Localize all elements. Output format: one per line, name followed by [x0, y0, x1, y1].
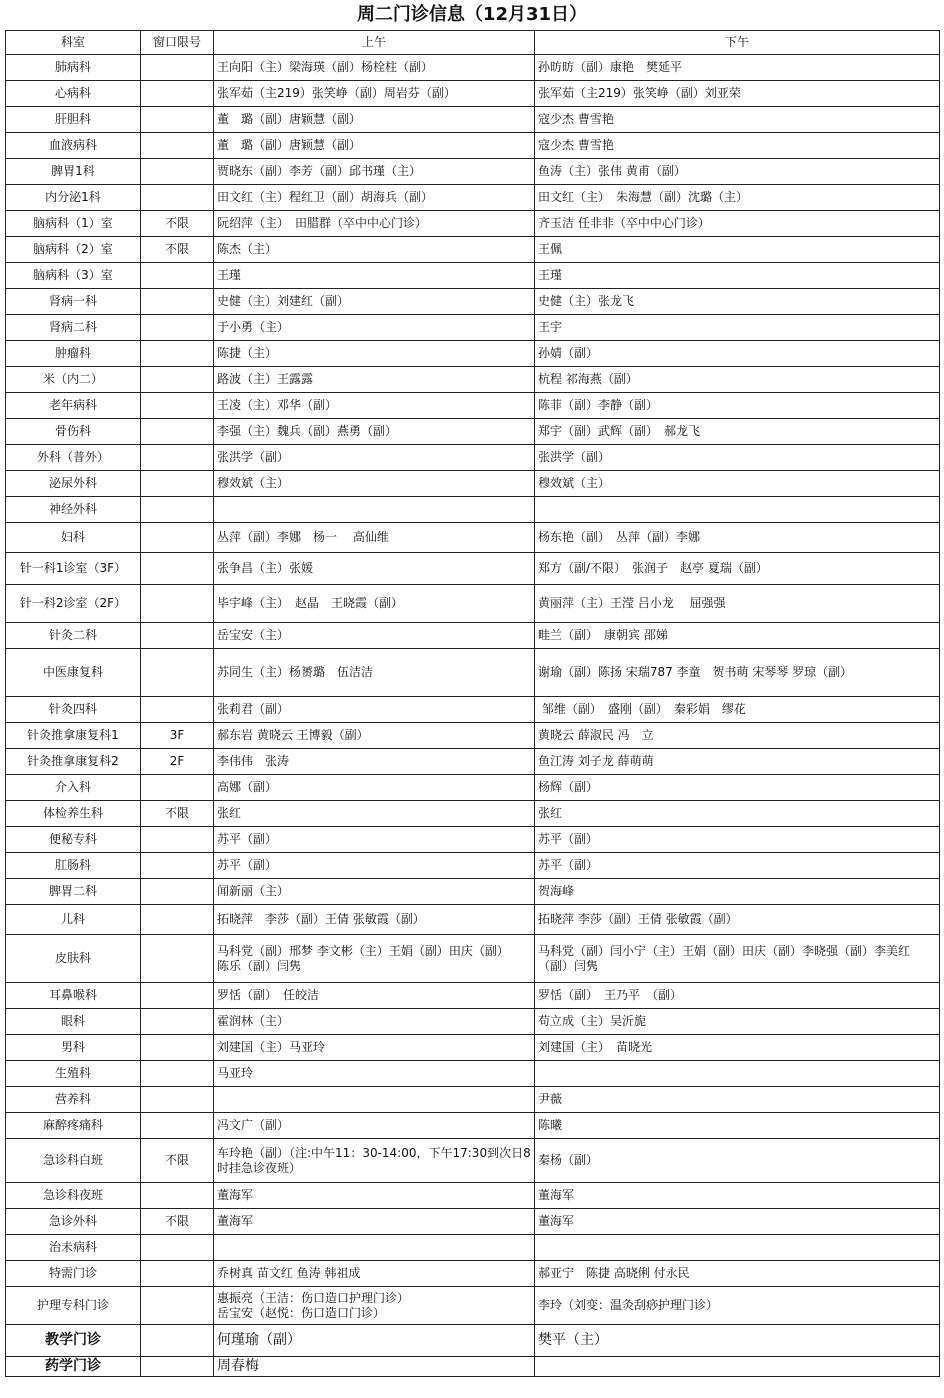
morning-doctors-cell: 李强（主）魏兵（副）燕勇（副） [214, 419, 535, 445]
window-limit-cell [141, 853, 214, 879]
table-row [6, 801, 940, 827]
window-limit-cell [141, 523, 214, 553]
afternoon-doctors-cell: 马科党（副）闫小宁（主）王娟（副）田庆（副）李晓强（副）李美红（副）闫隽 [535, 935, 940, 983]
morning-doctors-cell: 惠振亮（王洁：伤口造口护理门诊） 岳宝安（赵悦：伤口造口门诊） [214, 1287, 535, 1325]
department-cell: 肛肠科 [6, 853, 141, 879]
morning-doctors-cell: 丛萍（副）李娜 杨一 高仙维 [214, 523, 535, 553]
table-row [6, 1287, 940, 1325]
afternoon-doctors-cell: 孙婧（副） [535, 341, 940, 367]
table-row [6, 1087, 940, 1113]
afternoon-doctors-cell: 郑方（副/不限） 张润子 赵亭 夏瑞（副） [535, 553, 940, 585]
window-limit-cell: 不限 [141, 237, 214, 263]
afternoon-doctors-cell [535, 497, 940, 523]
window-limit-cell [141, 879, 214, 905]
morning-doctors-cell: 马亚玲 [214, 1061, 535, 1087]
morning-doctors-cell: 霍润林（主） [214, 1009, 535, 1035]
department-cell: 治未病科 [6, 1235, 141, 1261]
department-cell: 介入科 [6, 775, 141, 801]
window-limit-cell [141, 1325, 214, 1357]
department-cell: 肾病二科 [6, 315, 141, 341]
window-limit-cell [141, 935, 214, 983]
department-cell: 营养科 [6, 1087, 141, 1113]
afternoon-doctors-cell: 穆效斌（主） [535, 471, 940, 497]
table-row [6, 879, 940, 905]
department-cell: 米（内二） [6, 367, 141, 393]
table-row [6, 749, 940, 775]
afternoon-doctors-cell: 苏平（副） [535, 827, 940, 853]
department-cell: 针一科1诊室（3F） [6, 553, 141, 585]
morning-doctors-cell: 张洪学（副） [214, 445, 535, 471]
morning-doctors-cell: 罗恬（副） 任皎洁 [214, 983, 535, 1009]
table-row [6, 1035, 940, 1061]
table-row [6, 341, 940, 367]
department-cell: 内分泌1科 [6, 185, 141, 211]
table-row [6, 1139, 940, 1183]
morning-doctors-cell: 董 璐（副）唐颖慧（副） [214, 107, 535, 133]
window-limit-cell [141, 497, 214, 523]
department-cell: 便秘专科 [6, 827, 141, 853]
morning-doctors-cell [214, 1235, 535, 1261]
header-afternoon: 下午 [535, 31, 940, 55]
afternoon-doctors-cell: 张军茹（主219）张笑峥（副）刘亚荣 [535, 81, 940, 107]
header-row [6, 31, 940, 55]
table-row [6, 775, 940, 801]
window-limit-cell [141, 107, 214, 133]
window-limit-cell [141, 585, 214, 623]
table-row [6, 133, 940, 159]
department-cell: 体检养生科 [6, 801, 141, 827]
header-department: 科室 [6, 31, 141, 55]
department-cell: 脾胃1科 [6, 159, 141, 185]
morning-doctors-cell: 张莉君（副） [214, 697, 535, 723]
morning-doctors-cell: 陈杰（主） [214, 237, 535, 263]
window-limit-cell [141, 827, 214, 853]
morning-doctors-cell [214, 1087, 535, 1113]
table-row [6, 497, 940, 523]
afternoon-doctors-cell: 张洪学（副） [535, 445, 940, 471]
department-cell: 泌尿外科 [6, 471, 141, 497]
window-limit-cell [141, 185, 214, 211]
table-row [6, 523, 940, 553]
afternoon-doctors-cell: 王宇 [535, 315, 940, 341]
department-cell: 心病科 [6, 81, 141, 107]
window-limit-cell: 不限 [141, 801, 214, 827]
department-cell: 针灸推拿康复科2 [6, 749, 141, 775]
department-cell: 肾病一科 [6, 289, 141, 315]
window-limit-cell [141, 367, 214, 393]
table-row [6, 983, 940, 1009]
window-limit-cell [141, 55, 214, 81]
afternoon-doctors-cell: 寇少杰 曹雪艳 [535, 133, 940, 159]
window-limit-cell [141, 315, 214, 341]
department-cell: 耳鼻喉科 [6, 983, 141, 1009]
window-limit-cell [141, 419, 214, 445]
department-cell: 特需门诊 [6, 1261, 141, 1287]
window-limit-cell: 不限 [141, 1139, 214, 1183]
window-limit-cell [141, 1261, 214, 1287]
department-cell: 针灸推拿康复科1 [6, 723, 141, 749]
window-limit-cell: 不限 [141, 1209, 214, 1235]
department-cell: 急诊科白班 [6, 1139, 141, 1183]
department-cell: 血液病科 [6, 133, 141, 159]
table-row [6, 649, 940, 697]
window-limit-cell [141, 445, 214, 471]
table-row [6, 393, 940, 419]
table-row [6, 1261, 940, 1287]
window-limit-cell: 3F [141, 723, 214, 749]
department-cell: 脑病科（2）室 [6, 237, 141, 263]
morning-doctors-cell: 董海军 [214, 1183, 535, 1209]
window-limit-cell: 不限 [141, 211, 214, 237]
table-row [6, 697, 940, 723]
window-limit-cell [141, 1035, 214, 1061]
table-row [6, 237, 940, 263]
afternoon-doctors-cell: 董海军 [535, 1183, 940, 1209]
morning-doctors-cell: 于小勇（主） [214, 315, 535, 341]
morning-doctors-cell: 董海军 [214, 1209, 535, 1235]
window-limit-cell [141, 263, 214, 289]
department-cell: 教学门诊 [6, 1325, 141, 1357]
table-row [6, 185, 940, 211]
table-row [6, 827, 940, 853]
department-cell: 药学门诊 [6, 1357, 141, 1377]
afternoon-doctors-cell: 贺海峰 [535, 879, 940, 905]
window-limit-cell [141, 1061, 214, 1087]
window-limit-cell [141, 905, 214, 935]
afternoon-doctors-cell: 畦兰（副） 康朝宾 邵娣 [535, 623, 940, 649]
afternoon-doctors-cell: 李玲（刘变：温灸刮痧护理门诊） [535, 1287, 940, 1325]
afternoon-doctors-cell: 拓晓萍 李莎（副）王倩 张敏霞（副） [535, 905, 940, 935]
morning-doctors-cell: 张争昌（主）张媛 [214, 553, 535, 585]
window-limit-cell [141, 81, 214, 107]
department-cell: 脑病科（1）室 [6, 211, 141, 237]
afternoon-doctors-cell: 鱼涛（主）张伟 黄甫（副） [535, 159, 940, 185]
window-limit-cell [141, 133, 214, 159]
table-row [6, 585, 940, 623]
window-limit-cell [141, 159, 214, 185]
table-row [6, 553, 940, 585]
department-cell: 中医康复科 [6, 649, 141, 697]
afternoon-doctors-cell: 谢瑜（副）陈扬 宋瑞787 李童 贺书萌 宋琴琴 罗琼（副） [535, 649, 940, 697]
afternoon-doctors-cell [535, 1357, 940, 1377]
department-cell: 生殖科 [6, 1061, 141, 1087]
afternoon-doctors-cell [535, 1061, 940, 1087]
morning-doctors-cell: 陈捷（主） [214, 341, 535, 367]
window-limit-cell [141, 471, 214, 497]
morning-doctors-cell: 马科党（副）邢梦 李文彬（主）王娟（副）田庆（副） 陈乐（副）闫隽 [214, 935, 535, 983]
department-cell: 急诊科夜班 [6, 1183, 141, 1209]
department-cell: 肝胆科 [6, 107, 141, 133]
morning-doctors-cell: 冯文广（副） [214, 1113, 535, 1139]
window-limit-cell [141, 649, 214, 697]
header-morning: 上午 [214, 31, 535, 55]
morning-doctors-cell: 岳宝安（主） [214, 623, 535, 649]
afternoon-doctors-cell: 樊平（主） [535, 1325, 940, 1357]
morning-doctors-cell: 张军茹（主219）张笑峥（副）周岩芬（副） [214, 81, 535, 107]
table-row [6, 445, 940, 471]
morning-doctors-cell: 郝东岩 黄晓云 王博毅（副） [214, 723, 535, 749]
table-row [6, 471, 940, 497]
afternoon-doctors-cell: 田文红（主） 朱海慧（副）沈璐（主） [535, 185, 940, 211]
morning-doctors-cell: 李伟伟 张涛 [214, 749, 535, 775]
window-limit-cell [141, 341, 214, 367]
afternoon-doctors-cell: 寇少杰 曹雪艳 [535, 107, 940, 133]
morning-doctors-cell: 乔树真 苗文红 鱼涛 韩祖成 [214, 1261, 535, 1287]
window-limit-cell [141, 1357, 214, 1377]
table-row [6, 1235, 940, 1261]
department-cell: 皮肤科 [6, 935, 141, 983]
table-row [6, 315, 940, 341]
table-row [6, 81, 940, 107]
department-cell: 骨伤科 [6, 419, 141, 445]
morning-doctors-cell: 苏平（副） [214, 827, 535, 853]
table-row [6, 419, 940, 445]
afternoon-doctors-cell: 陈曦 [535, 1113, 940, 1139]
afternoon-doctors-cell: 郑宇（副）武辉（副） 郝龙飞 [535, 419, 940, 445]
afternoon-doctors-cell: 张红 [535, 801, 940, 827]
afternoon-doctors-cell: 邹维（副） 盛刚（副） 秦彩娟 缪花 [535, 697, 940, 723]
morning-doctors-cell: 阮绍萍（主） 田腊群（卒中中心门诊） [214, 211, 535, 237]
morning-doctors-cell: 王向阳（主）梁海瑛（副）杨栓柱（副） [214, 55, 535, 81]
window-limit-cell [141, 553, 214, 585]
department-cell: 针灸四科 [6, 697, 141, 723]
window-limit-cell [141, 775, 214, 801]
department-cell: 神经外科 [6, 497, 141, 523]
window-limit-cell [141, 393, 214, 419]
morning-doctors-cell: 高娜（副） [214, 775, 535, 801]
window-limit-cell [141, 1113, 214, 1139]
window-limit-cell [141, 289, 214, 315]
table-row [6, 55, 940, 81]
table-row [6, 1325, 940, 1357]
table-row [6, 623, 940, 649]
table-row [6, 905, 940, 935]
department-cell: 麻醉疼痛科 [6, 1113, 141, 1139]
afternoon-doctors-cell: 王佩 [535, 237, 940, 263]
table-row [6, 159, 940, 185]
header-window-limit: 窗口限号 [141, 31, 214, 55]
morning-doctors-cell: 穆效斌（主） [214, 471, 535, 497]
department-cell: 肿瘤科 [6, 341, 141, 367]
afternoon-doctors-cell: 王瑾 [535, 263, 940, 289]
department-cell: 儿科 [6, 905, 141, 935]
afternoon-doctors-cell: 齐玉洁 任非非（卒中中心门诊） [535, 211, 940, 237]
morning-doctors-cell: 周春梅 [214, 1357, 535, 1377]
window-limit-cell [141, 983, 214, 1009]
department-cell: 脾胃二科 [6, 879, 141, 905]
table-row [6, 935, 940, 983]
morning-doctors-cell: 苏平（副） [214, 853, 535, 879]
afternoon-doctors-cell: 秦杨（副） [535, 1139, 940, 1183]
afternoon-doctors-cell: 刘建国（主） 苗晓光 [535, 1035, 940, 1061]
morning-doctors-cell: 毕宇峰（主） 赵晶 王晓霞（副） [214, 585, 535, 623]
afternoon-doctors-cell: 郝亚宁 陈捷 高晓俐 付永民 [535, 1261, 940, 1287]
department-cell: 老年病科 [6, 393, 141, 419]
morning-doctors-cell: 苏同生（主）杨赟璐 伍洁洁 [214, 649, 535, 697]
morning-doctors-cell: 王瑾 [214, 263, 535, 289]
table-row [6, 853, 940, 879]
morning-doctors-cell: 何瑾瑜（副） [214, 1325, 535, 1357]
page-title: 周二门诊信息（12月31日） [356, 4, 588, 25]
afternoon-doctors-cell: 罗恬（副） 王乃平 （副） [535, 983, 940, 1009]
department-cell: 肺病科 [6, 55, 141, 81]
window-limit-cell [141, 1183, 214, 1209]
department-cell: 针一科2诊室（2F） [6, 585, 141, 623]
department-cell: 急诊外科 [6, 1209, 141, 1235]
table-row [6, 1357, 940, 1377]
afternoon-doctors-cell: 杭程 祁海燕（副） [535, 367, 940, 393]
table-row [6, 289, 940, 315]
afternoon-doctors-cell: 苟立成（主）吴沂旎 [535, 1009, 940, 1035]
table-row [6, 1113, 940, 1139]
table-row [6, 107, 940, 133]
morning-doctors-cell: 田文红（主）程红卫（副）胡海兵（副） [214, 185, 535, 211]
department-cell: 脑病科（3）室 [6, 263, 141, 289]
table-row [6, 1183, 940, 1209]
morning-doctors-cell [214, 497, 535, 523]
table-row [6, 723, 940, 749]
window-limit-cell [141, 1009, 214, 1035]
morning-doctors-cell: 王凌（主）邓华（副） [214, 393, 535, 419]
morning-doctors-cell: 史健（主）刘建红（副） [214, 289, 535, 315]
morning-doctors-cell: 张红 [214, 801, 535, 827]
table-row [6, 1209, 940, 1235]
table-row [6, 211, 940, 237]
afternoon-doctors-cell: 史健（主）张龙飞 [535, 289, 940, 315]
table-row [6, 367, 940, 393]
morning-doctors-cell: 拓晓萍 李莎（副）王倩 张敏霞（副） [214, 905, 535, 935]
afternoon-doctors-cell: 鱼江涛 刘子龙 薛萌萌 [535, 749, 940, 775]
afternoon-doctors-cell [535, 1235, 940, 1261]
window-limit-cell [141, 1087, 214, 1113]
afternoon-doctors-cell: 黄丽萍（主）王滢 吕小龙 屈强强 [535, 585, 940, 623]
afternoon-doctors-cell: 杨东艳（副） 丛萍（副）李娜 [535, 523, 940, 553]
department-cell: 护理专科门诊 [6, 1287, 141, 1325]
department-cell: 男科 [6, 1035, 141, 1061]
table-row [6, 1061, 940, 1087]
department-cell: 针灸二科 [6, 623, 141, 649]
afternoon-doctors-cell: 尹薇 [535, 1087, 940, 1113]
table-row [6, 1009, 940, 1035]
morning-doctors-cell: 董 璐（副）唐颖慧（副） [214, 133, 535, 159]
window-limit-cell: 2F [141, 749, 214, 775]
morning-doctors-cell: 刘建国（主）马亚玲 [214, 1035, 535, 1061]
window-limit-cell [141, 1235, 214, 1261]
department-cell: 眼科 [6, 1009, 141, 1035]
window-limit-cell [141, 1287, 214, 1325]
window-limit-cell [141, 623, 214, 649]
morning-doctors-cell: 贾晓东（副）李芳（副）邱书瑾（主） [214, 159, 535, 185]
morning-doctors-cell: 闻新丽（主） [214, 879, 535, 905]
afternoon-doctors-cell: 董海军 [535, 1209, 940, 1235]
afternoon-doctors-cell: 孙昉昉（副）康艳 樊延平 [535, 55, 940, 81]
department-cell: 妇科 [6, 523, 141, 553]
afternoon-doctors-cell: 杨辉（副） [535, 775, 940, 801]
afternoon-doctors-cell: 陈菲（副）李静（副） [535, 393, 940, 419]
table-row [6, 263, 940, 289]
afternoon-doctors-cell: 苏平（副） [535, 853, 940, 879]
window-limit-cell [141, 697, 214, 723]
morning-doctors-cell: 车玲艳（副）（注:中午11：30-14:00，下午17:30到次日8时挂急诊夜班） [214, 1139, 535, 1183]
afternoon-doctors-cell: 黄晓云 薛淑民 冯 立 [535, 723, 940, 749]
morning-doctors-cell: 路波（主）王露露 [214, 367, 535, 393]
schedule-table [5, 30, 940, 1377]
department-cell: 外科（普外） [6, 445, 141, 471]
